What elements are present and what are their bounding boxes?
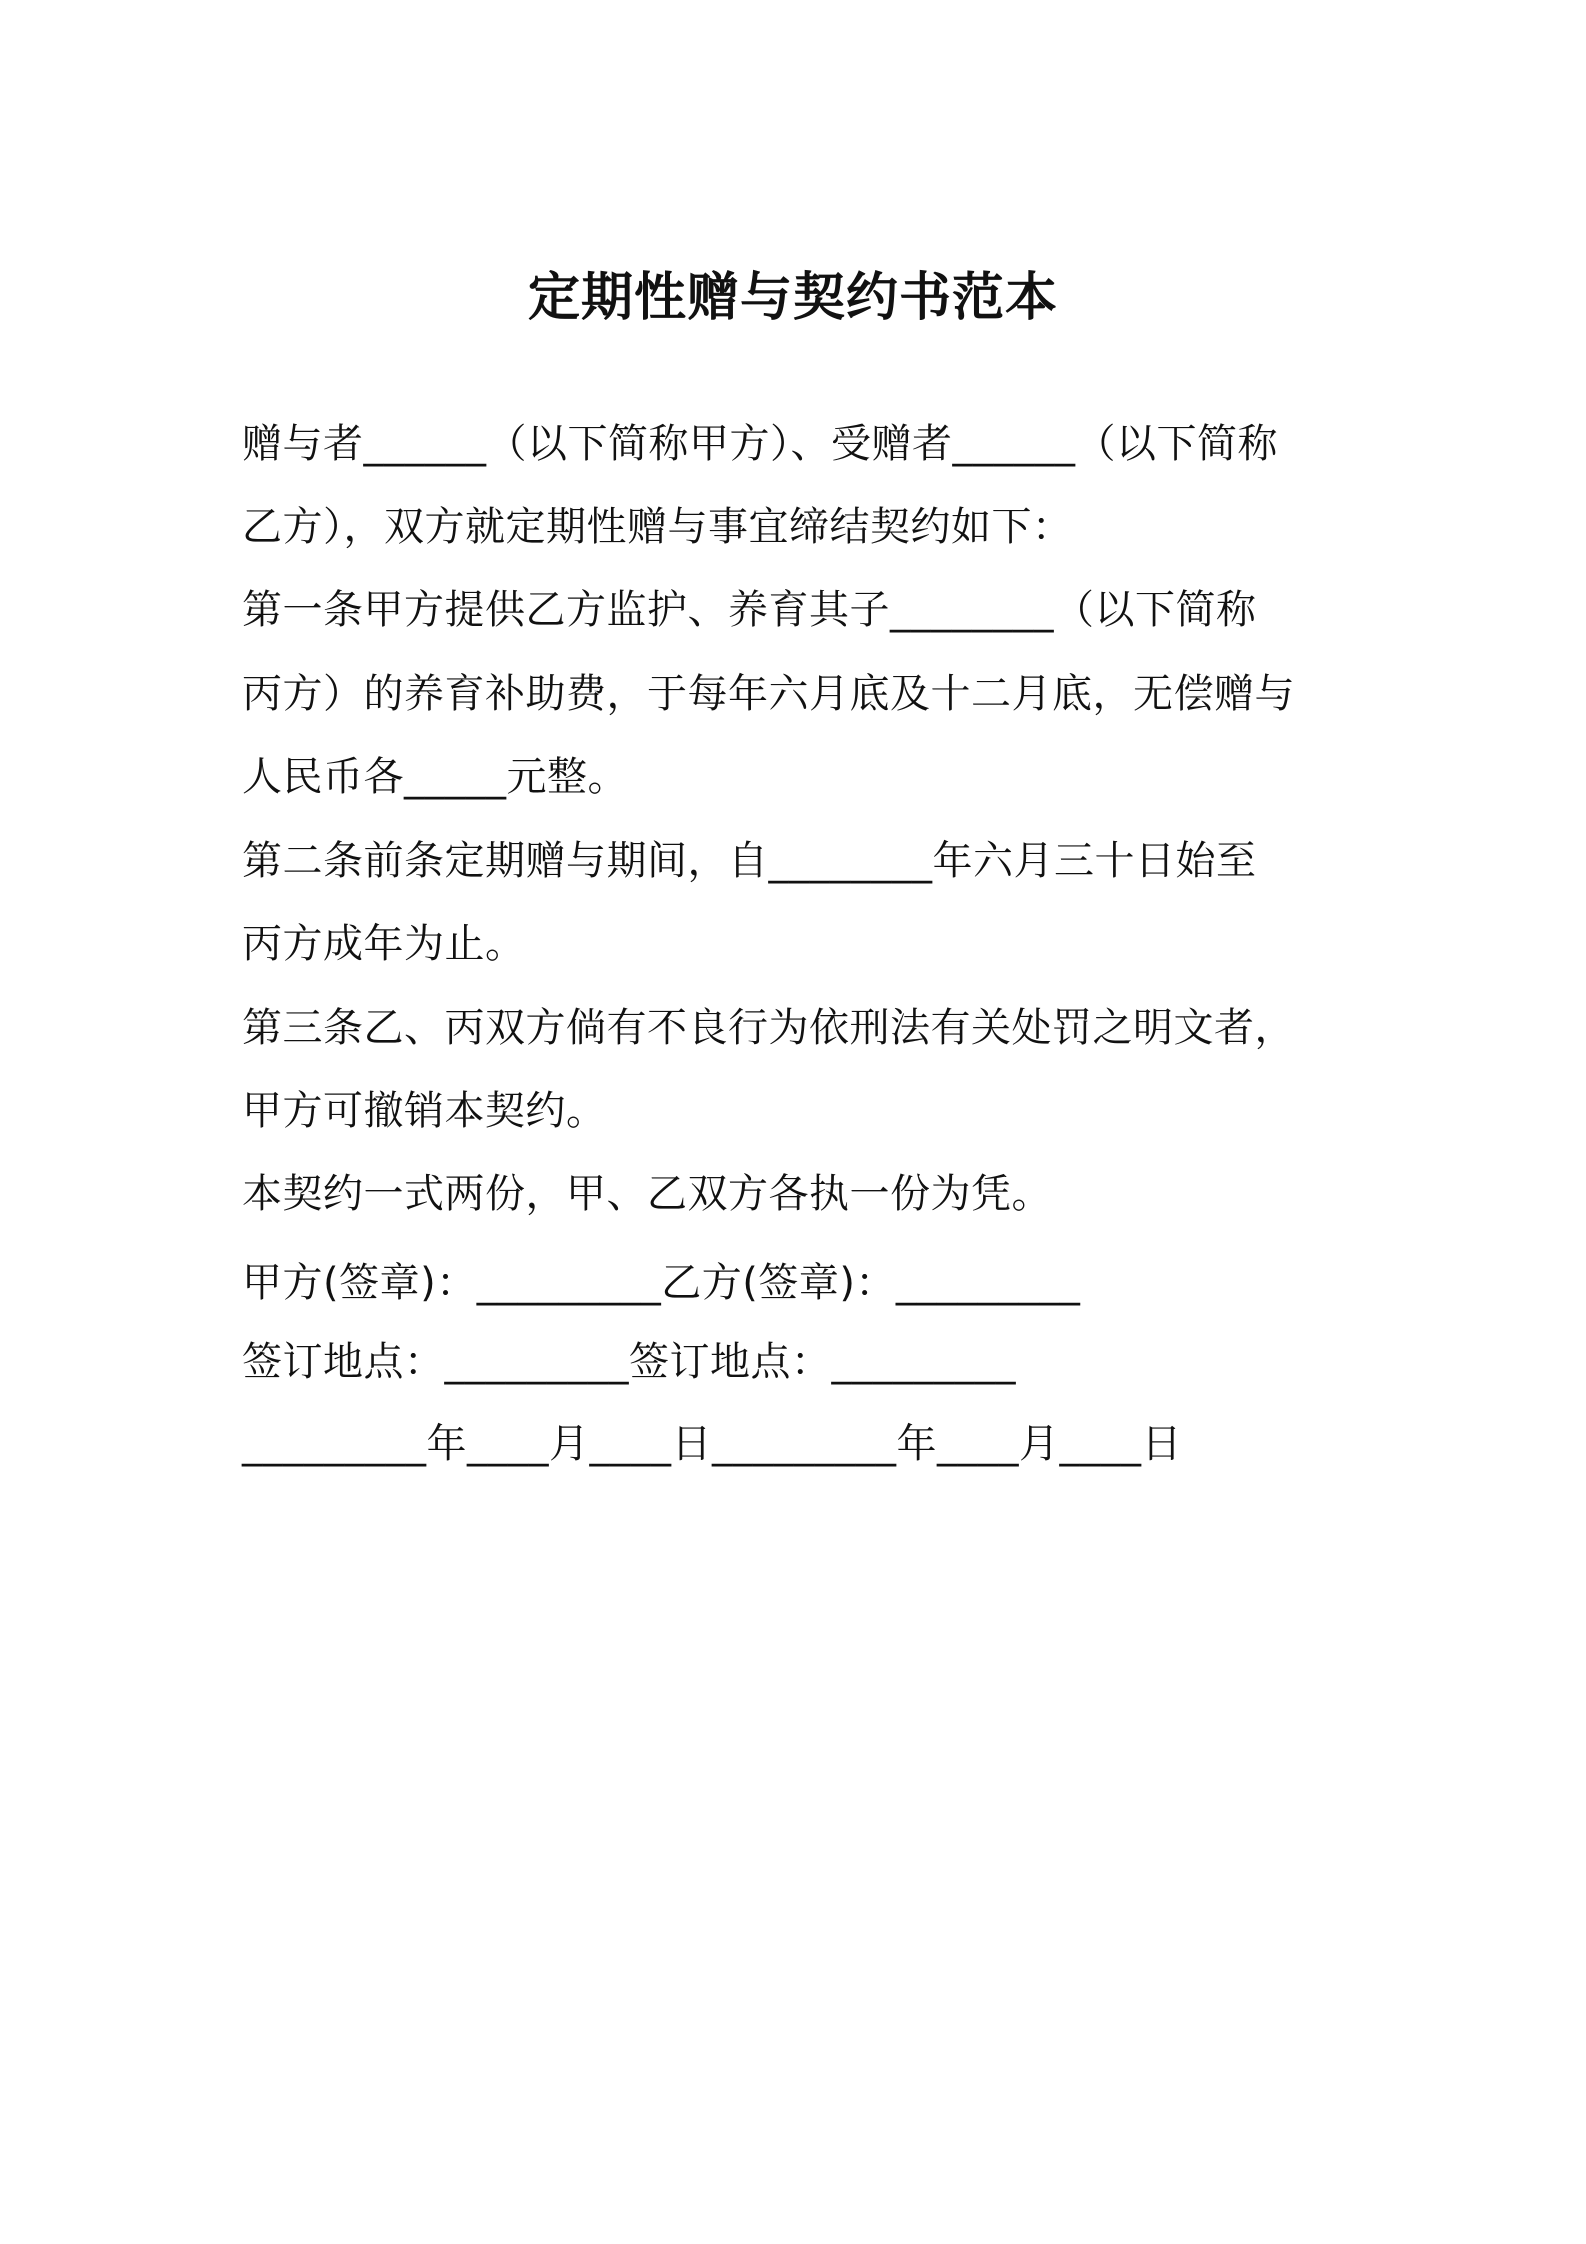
- article-3-line: 甲方可撤销本契约。: [242, 1088, 607, 1134]
- article-1-line: 人民币各_____元整。: [242, 754, 628, 800]
- signing-place-line: 签订地点：_________签订地点：_________: [242, 1339, 1016, 1385]
- article-1-line: 丙方）的养育补助费，于每年六月底及十二月底，无偿赠与: [242, 671, 1295, 717]
- paragraph-line: 乙方），双方就定期性赠与事宜缔结契约如下：: [242, 504, 1073, 550]
- article-2-line: 丙方成年为止。: [242, 921, 526, 967]
- article-2-line: 第二条前条定期赠与期间，自________年六月三十日始至: [242, 838, 1257, 884]
- signature-line: 甲方(签章)：_________乙方(签章)：_________: [242, 1260, 1081, 1306]
- document-title: 定期性赠与契约书范本: [527, 268, 1058, 328]
- article-1-line: 第一条甲方提供乙方监护、养育其子________（以下简称: [242, 587, 1257, 633]
- copies-clause: 本契约一式两份，甲、乙双方各执一份为凭。: [242, 1171, 1052, 1217]
- article-3-line: 第三条乙、丙双方倘有不良行为依刑法有关处罚之明文者，: [242, 1005, 1295, 1051]
- signing-date-line: _________年____月____日_________年____月____日: [242, 1421, 1182, 1467]
- paragraph-line: 赠与者______（以下简称甲方）、受赠者______（以下简称: [242, 421, 1278, 467]
